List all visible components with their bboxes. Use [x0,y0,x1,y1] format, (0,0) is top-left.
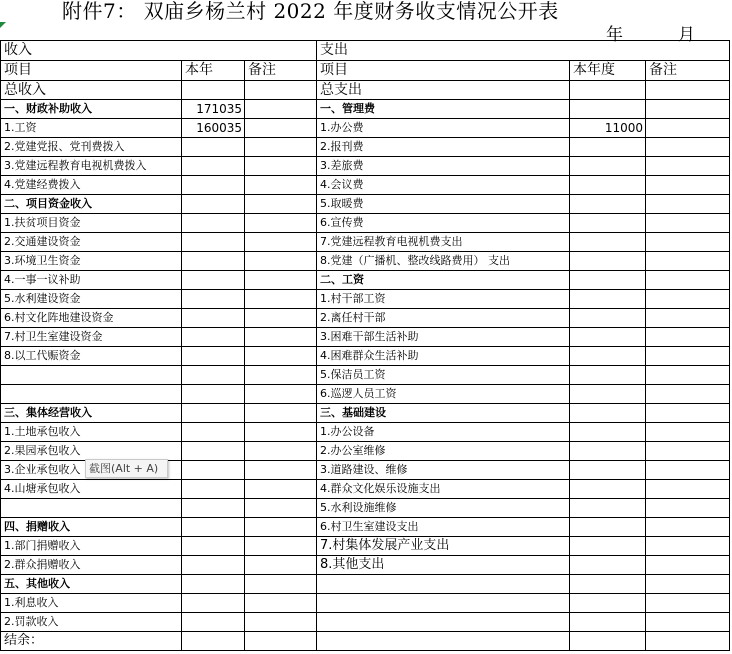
income-remark-cell[interactable] [245,195,317,214]
income-item-cell[interactable]: 一、财政补助收入 [1,100,182,119]
expense-remark-cell[interactable] [646,575,730,594]
screenshot-tooltip: 截图(Alt + A) [85,459,168,478]
expense-item-cell[interactable]: 8.其他支出 [317,556,570,575]
income-amount-cell[interactable]: 171035 [182,100,245,119]
income-item-cell[interactable]: 3.环境卫生资金 [1,252,182,271]
income-amount-cell[interactable] [182,309,245,328]
expense-amount-cell[interactable] [570,404,646,423]
income-amount-cell[interactable] [182,81,245,100]
income-remark-cell[interactable] [245,404,317,423]
income-item-cell[interactable]: 2.交通建设资金 [1,233,182,252]
income-amount-cell[interactable] [182,461,245,480]
table-row [1,613,730,632]
expense-remark-cell[interactable] [646,214,730,233]
income-item-cell[interactable]: 8.以工代赈资金 [1,347,182,366]
income-remark-cell[interactable] [245,442,317,461]
expense-remark-cell[interactable] [646,366,730,385]
expense-amount-cell[interactable] [570,100,646,119]
expense-item-cell[interactable]: 5.保洁员工资 [317,366,570,385]
income-remark-cell[interactable] [245,119,317,138]
income-remark-cell[interactable] [245,347,317,366]
expense-remark-cell[interactable] [646,385,730,404]
expense-item-cell[interactable]: 7.村集体发展产业支出 [317,537,570,556]
income-item-cell[interactable]: 4.党建经费拨入 [1,176,182,195]
expense-amount-cell[interactable] [570,176,646,195]
expense-item-cell[interactable]: 3.道路建设、维修 [317,461,570,480]
expense-item-cell[interactable]: 5.水利设施维修 [317,499,570,518]
income-amount-cell[interactable] [182,214,245,233]
expense-remark-cell[interactable] [646,309,730,328]
income-item-cell[interactable]: 二、项目资金收入 [1,195,182,214]
this-year-header-left[interactable]: 本年 [182,61,245,81]
table-row [1,157,730,176]
expense-amount-cell[interactable] [570,461,646,480]
income-amount-cell[interactable] [182,537,245,556]
expense-amount-cell[interactable] [570,157,646,176]
income-remark-cell[interactable] [245,575,317,594]
income-item-cell[interactable]: 6.村文化阵地建设资金 [1,309,182,328]
table-row [1,632,730,651]
income-remark-cell[interactable] [245,499,317,518]
expense-amount-cell[interactable] [570,309,646,328]
expense-item-cell[interactable]: 2.办公室维修 [317,442,570,461]
income-amount-cell[interactable] [182,271,245,290]
expense-amount-cell[interactable] [570,575,646,594]
income-item-cell[interactable]: 7.村卫生室建设资金 [1,328,182,347]
expense-amount-cell[interactable] [570,233,646,252]
income-amount-cell[interactable] [182,385,245,404]
income-amount-cell[interactable] [182,366,245,385]
table-row [1,233,730,252]
expense-amount-cell[interactable] [570,632,646,651]
income-remark-cell[interactable] [245,138,317,157]
income-remark-cell[interactable] [245,480,317,499]
expense-item-cell[interactable]: 4.群众文化娱乐设施支出 [317,480,570,499]
expense-remark-cell[interactable] [646,81,730,100]
income-item-cell[interactable]: 2.罚款收入 [1,613,182,632]
income-item-cell[interactable]: 4.一事一议补助 [1,271,182,290]
expense-amount-cell[interactable] [570,271,646,290]
expense-remark-cell[interactable] [646,271,730,290]
section-header-row [1,41,730,61]
expense-item-cell[interactable]: 1.办公费 [317,119,570,138]
income-item-cell[interactable] [1,499,182,518]
income-remark-cell[interactable] [245,594,317,613]
table-row [1,214,730,233]
income-remark-cell[interactable] [245,366,317,385]
expense-remark-cell[interactable] [646,632,730,651]
expense-amount-cell[interactable] [570,518,646,537]
finance-table [0,40,730,651]
table-row [1,100,730,119]
month-label: 月 [678,25,695,45]
income-amount-cell[interactable] [182,195,245,214]
income-amount-cell[interactable] [182,594,245,613]
expense-item-cell[interactable]: 4.困难群众生活补助 [317,347,570,366]
expense-header[interactable]: 支出 [317,41,730,61]
income-amount-cell[interactable] [182,404,245,423]
date-line [0,22,732,45]
income-remark-cell[interactable] [245,556,317,575]
income-amount-cell[interactable] [182,518,245,537]
expense-amount-cell[interactable] [570,556,646,575]
income-item-cell[interactable]: 结余： [1,632,182,651]
expense-amount-cell[interactable] [570,442,646,461]
sheet-title [0,0,732,22]
year-label: 年 [606,25,623,45]
income-amount-cell[interactable] [182,252,245,271]
remark-header-right[interactable]: 备注 [646,61,730,81]
expense-item-cell[interactable]: 1.村干部工资 [317,290,570,309]
expense-remark-cell[interactable] [646,556,730,575]
income-remark-cell[interactable] [245,271,317,290]
table-row [1,366,730,385]
income-item-cell[interactable] [1,366,182,385]
income-item-cell[interactable]: 5.水利建设资金 [1,290,182,309]
income-amount-cell[interactable] [182,138,245,157]
table-row [1,594,730,613]
expense-item-cell[interactable]: 一、管理费 [317,100,570,119]
expense-remark-cell[interactable] [646,100,730,119]
income-item-cell[interactable]: 4.山塘承包收入 [1,480,182,499]
table-row [1,480,730,499]
income-remark-cell[interactable] [245,157,317,176]
income-amount-cell[interactable]: 160035 [182,119,245,138]
expense-item-cell[interactable]: 4.会议费 [317,176,570,195]
expense-remark-cell[interactable] [646,594,730,613]
expense-remark-cell[interactable] [646,613,730,632]
income-remark-cell[interactable] [245,328,317,347]
item-header-left[interactable]: 项目 [1,61,182,81]
income-item-cell[interactable]: 1.工资 [1,119,182,138]
expense-amount-cell[interactable] [570,366,646,385]
expense-amount-cell[interactable] [570,423,646,442]
income-item-cell[interactable]: 1.土地承包收入 [1,423,182,442]
expense-amount-cell[interactable] [570,499,646,518]
expense-item-cell[interactable]: 3.差旅费 [317,157,570,176]
expense-item-cell[interactable]: 二、工资 [317,271,570,290]
table-row [1,575,730,594]
expense-remark-cell[interactable] [646,442,730,461]
income-amount-cell[interactable] [182,157,245,176]
income-amount-cell[interactable] [182,632,245,651]
table-row [1,271,730,290]
income-remark-cell[interactable] [245,309,317,328]
income-remark-cell[interactable] [245,537,317,556]
expense-item-cell[interactable]: 2.报刊费 [317,138,570,157]
table-row [1,138,730,157]
income-item-cell[interactable]: 2.党建党报、党刊费拨入 [1,138,182,157]
expense-amount-cell[interactable] [570,347,646,366]
expense-item-cell[interactable]: 2.离任村干部 [317,309,570,328]
expense-remark-cell[interactable] [646,461,730,480]
expense-amount-cell[interactable] [570,195,646,214]
income-amount-cell[interactable] [182,499,245,518]
income-amount-cell[interactable] [182,575,245,594]
income-remark-cell[interactable] [245,518,317,537]
table-row [1,176,730,195]
expense-amount-cell[interactable] [570,328,646,347]
income-remark-cell[interactable] [245,233,317,252]
table-row [1,499,730,518]
expense-amount-cell[interactable] [570,214,646,233]
income-amount-cell[interactable] [182,290,245,309]
income-amount-cell[interactable] [182,556,245,575]
table-row [1,537,730,556]
income-remark-cell[interactable] [245,176,317,195]
income-amount-cell[interactable] [182,328,245,347]
table-row [1,119,730,138]
table-row [1,423,730,442]
income-item-cell[interactable]: 四、捐赠收入 [1,518,182,537]
this-year-header-right[interactable]: 本年度 [570,61,646,81]
expense-item-cell[interactable] [317,575,570,594]
income-remark-cell[interactable] [245,81,317,100]
expense-remark-cell[interactable] [646,404,730,423]
title-text: 附件7： 双庙乡杨兰村 2022 年度财务收支情况公开表 [62,0,559,23]
item-header-right[interactable]: 项目 [317,61,570,81]
table-row [1,252,730,271]
table-row [1,290,730,309]
income-item-cell[interactable]: 三、集体经营收入 [1,404,182,423]
expense-remark-cell[interactable] [646,195,730,214]
income-remark-cell[interactable] [245,385,317,404]
income-item-cell[interactable]: 2.果园承包收入 [1,442,182,461]
expense-remark-cell[interactable] [646,119,730,138]
income-remark-cell[interactable] [245,290,317,309]
expense-amount-cell[interactable] [570,480,646,499]
column-header-row [1,61,730,81]
income-amount-cell[interactable] [182,347,245,366]
table-row [1,404,730,423]
expense-remark-cell[interactable] [646,423,730,442]
expense-amount-cell[interactable] [570,385,646,404]
income-item-cell[interactable]: 2.群众捐赠收入 [1,556,182,575]
expense-remark-cell[interactable] [646,176,730,195]
table-row [1,385,730,404]
expense-remark-cell[interactable] [646,537,730,556]
income-item-cell[interactable] [1,385,182,404]
expense-amount-cell[interactable] [570,537,646,556]
expense-remark-cell[interactable] [646,290,730,309]
expense-item-cell[interactable]: 6.巡逻人员工资 [317,385,570,404]
expense-amount-cell[interactable] [570,290,646,309]
table-row [1,328,730,347]
expense-item-cell[interactable]: 三、基础建设 [317,404,570,423]
expense-remark-cell[interactable] [646,518,730,537]
income-item-cell[interactable]: 五、其他收入 [1,575,182,594]
expense-item-cell[interactable]: 7.党建远程教育电视机费支出 [317,233,570,252]
income-remark-cell[interactable] [245,252,317,271]
expense-amount-cell[interactable] [570,138,646,157]
income-amount-cell[interactable] [182,423,245,442]
expense-item-cell[interactable] [317,632,570,651]
table-row [1,442,730,461]
expense-remark-cell[interactable] [646,252,730,271]
income-remark-cell[interactable] [245,100,317,119]
expense-remark-cell[interactable] [646,499,730,518]
expense-item-cell[interactable]: 8.党建（广播机、整改线路费用） 支出 [317,252,570,271]
income-amount-cell[interactable] [182,233,245,252]
table-row [1,195,730,214]
expense-remark-cell[interactable] [646,157,730,176]
income-item-cell[interactable]: 1.部门捐赠收入 [1,537,182,556]
table-row [1,518,730,537]
expense-item-cell[interactable]: 3.困难干部生活补助 [317,328,570,347]
income-item-cell[interactable]: 总收入 [1,81,182,100]
income-amount-cell[interactable] [182,176,245,195]
income-item-cell[interactable]: 3.党建远程教育电视机费拨入 [1,157,182,176]
expense-remark-cell[interactable] [646,480,730,499]
income-header[interactable]: 收入 [1,41,317,61]
expense-item-cell[interactable]: 5.取暖费 [317,195,570,214]
expense-item-cell[interactable]: 总支出 [317,81,570,100]
expense-item-cell[interactable] [317,594,570,613]
expense-remark-cell[interactable] [646,328,730,347]
expense-remark-cell[interactable] [646,138,730,157]
income-remark-cell[interactable] [245,632,317,651]
income-remark-cell[interactable] [245,613,317,632]
expense-item-cell[interactable]: 6.村卫生室建设支出 [317,518,570,537]
income-amount-cell[interactable] [182,442,245,461]
income-item-cell[interactable]: 1.扶贫项目资金 [1,214,182,233]
expense-item-cell[interactable] [317,613,570,632]
expense-amount-cell[interactable] [570,81,646,100]
remark-header-left[interactable]: 备注 [245,61,317,81]
income-remark-cell[interactable] [245,214,317,233]
table-row [1,81,730,100]
income-remark-cell[interactable] [245,423,317,442]
expense-item-cell[interactable]: 6.宣传费 [317,214,570,233]
expense-item-cell[interactable]: 1.办公设备 [317,423,570,442]
expense-amount-cell[interactable] [570,252,646,271]
table-row [1,309,730,328]
expense-remark-cell[interactable] [646,233,730,252]
expense-amount-cell[interactable] [570,613,646,632]
expense-remark-cell[interactable] [646,347,730,366]
income-item-cell[interactable]: 3.企业承包收入 [1,461,182,480]
income-amount-cell[interactable] [182,480,245,499]
income-remark-cell[interactable] [245,461,317,480]
table-row [1,347,730,366]
expense-amount-cell[interactable]: 11000 [570,119,646,138]
table-row [1,556,730,575]
expense-amount-cell[interactable] [570,594,646,613]
income-amount-cell[interactable] [182,613,245,632]
income-item-cell[interactable]: 1.利息收入 [1,594,182,613]
